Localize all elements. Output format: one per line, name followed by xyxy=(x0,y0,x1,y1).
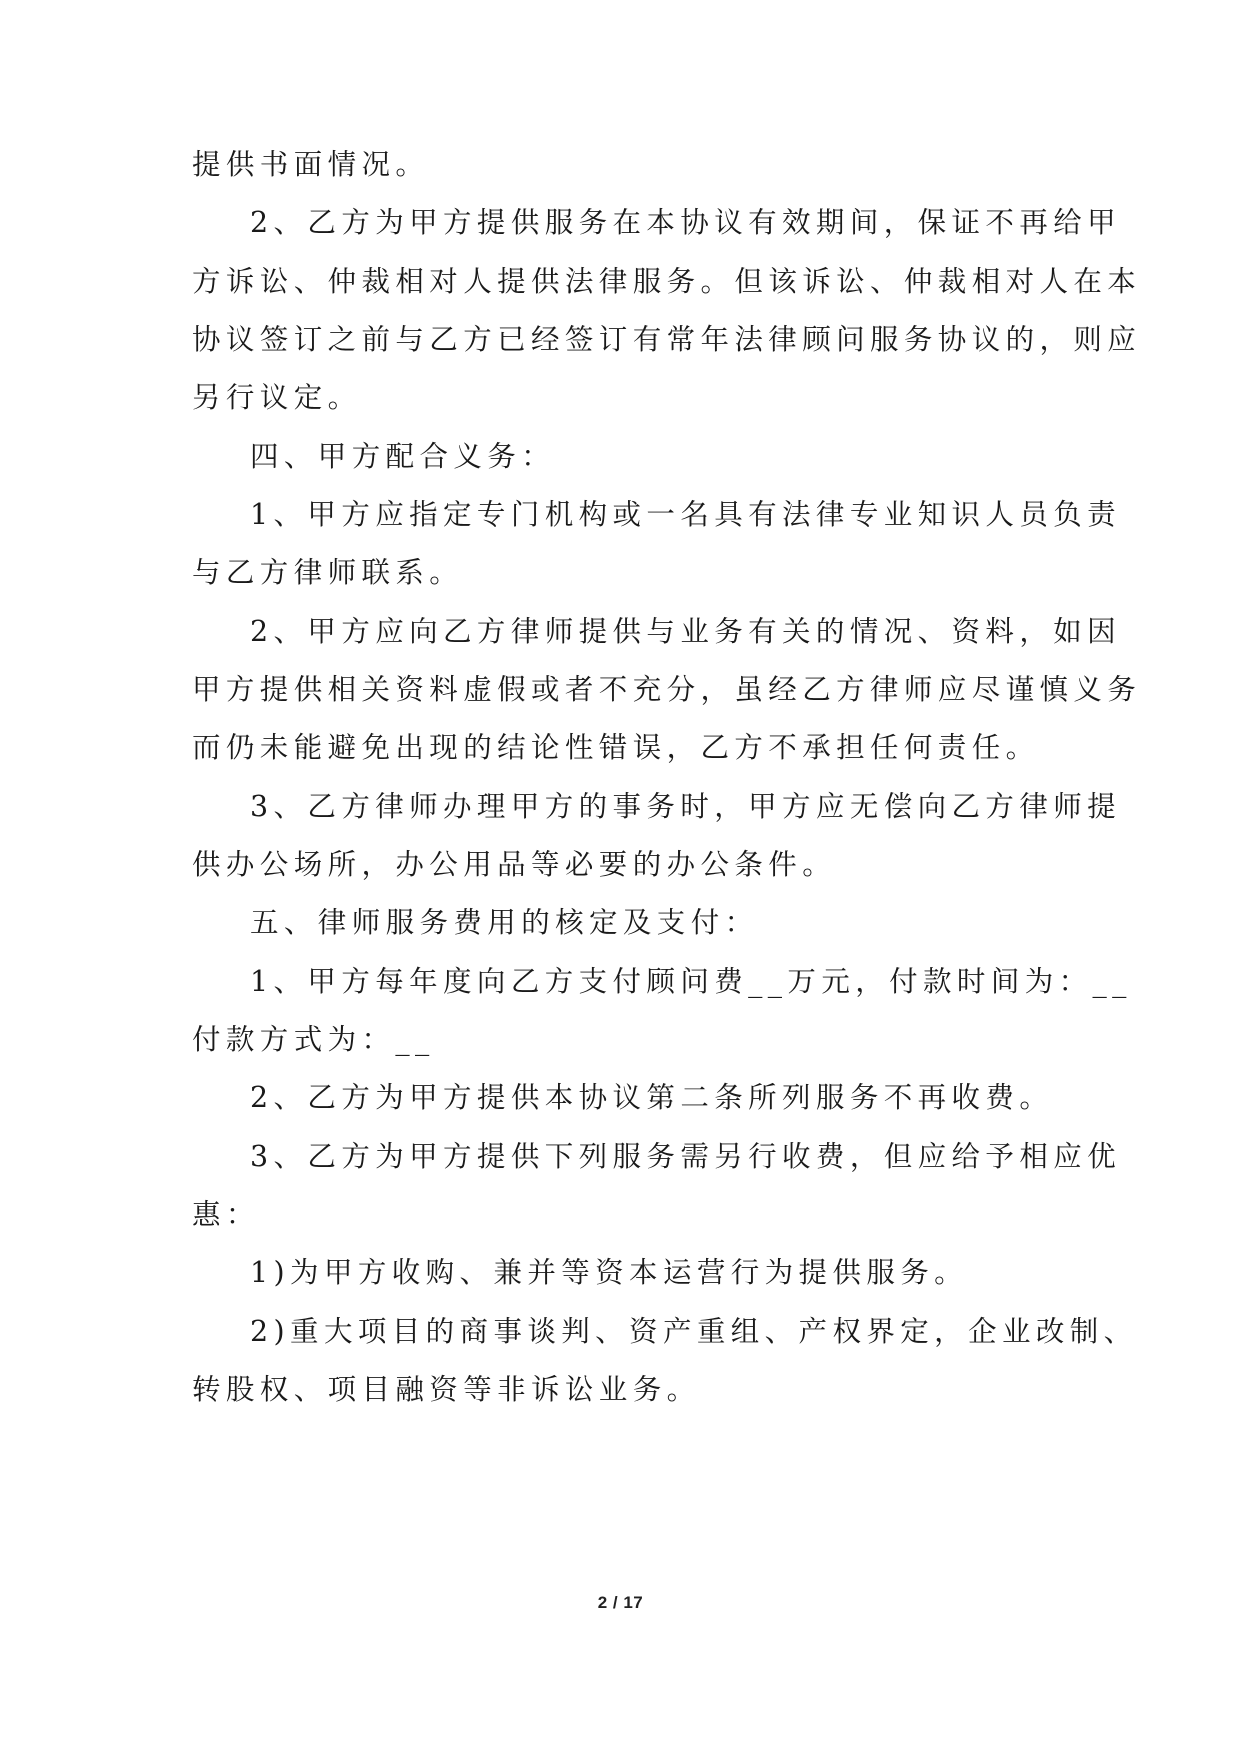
text-line: 3、乙方律师办理甲方的事务时，甲方应无偿向乙方律师提 xyxy=(250,790,1122,823)
text-line: 2)重大项目的商事谈判、资产重组、产权界定，企业改制、 xyxy=(250,1315,1138,1348)
text-line: 3、乙方为甲方提供下列服务需另行收费，但应给予相应优 xyxy=(250,1140,1122,1173)
section-heading: 五、律师服务费用的核定及支付： xyxy=(250,906,759,939)
text-line: 方诉讼、仲裁相对人提供法律服务。但该诉讼、仲裁相对人在本 xyxy=(192,265,1142,298)
text-line: 2、乙方为甲方提供本协议第二条所列服务不再收费。 xyxy=(250,1081,1054,1114)
text-line: 与乙方律师联系。 xyxy=(192,556,464,589)
text-line: 1、甲方应指定专门机构或一名具有法律专业知识人员负责 xyxy=(250,498,1122,531)
page-number: 2 / 17 xyxy=(597,1593,644,1612)
text-line: 转股权、项目融资等非诉讼业务。 xyxy=(192,1373,701,1406)
text-line: 甲方提供相关资料虚假或者不充分，虽经乙方律师应尽谨慎义务 xyxy=(192,673,1142,706)
text-line: 提供书面情况。 xyxy=(192,148,430,181)
text-line: 协议签订之前与乙方已经签订有常年法律顾问服务协议的，则应 xyxy=(192,323,1142,356)
text-line: 惠： xyxy=(192,1198,260,1231)
section-heading: 四、甲方配合义务： xyxy=(250,440,556,473)
text-line: 付款方式为：__ xyxy=(192,1023,435,1056)
text-line: 2、乙方为甲方提供服务在本协议有效期间，保证不再给甲 xyxy=(250,206,1122,239)
text-line: 2、甲方应向乙方律师提供与业务有关的情况、资料，如因 xyxy=(250,615,1122,648)
text-line: 而仍未能避免出现的结论性错误，乙方不承担任何责任。 xyxy=(192,731,1040,764)
text-line: 1)为甲方收购、兼并等资本运营行为提供服务。 xyxy=(250,1256,969,1289)
text-line: 供办公场所，办公用品等必要的办公条件。 xyxy=(192,848,837,881)
text-line: 1、甲方每年度向乙方支付顾问费__万元，付款时间为：__ xyxy=(250,965,1132,998)
text-line: 另行议定。 xyxy=(192,381,362,414)
